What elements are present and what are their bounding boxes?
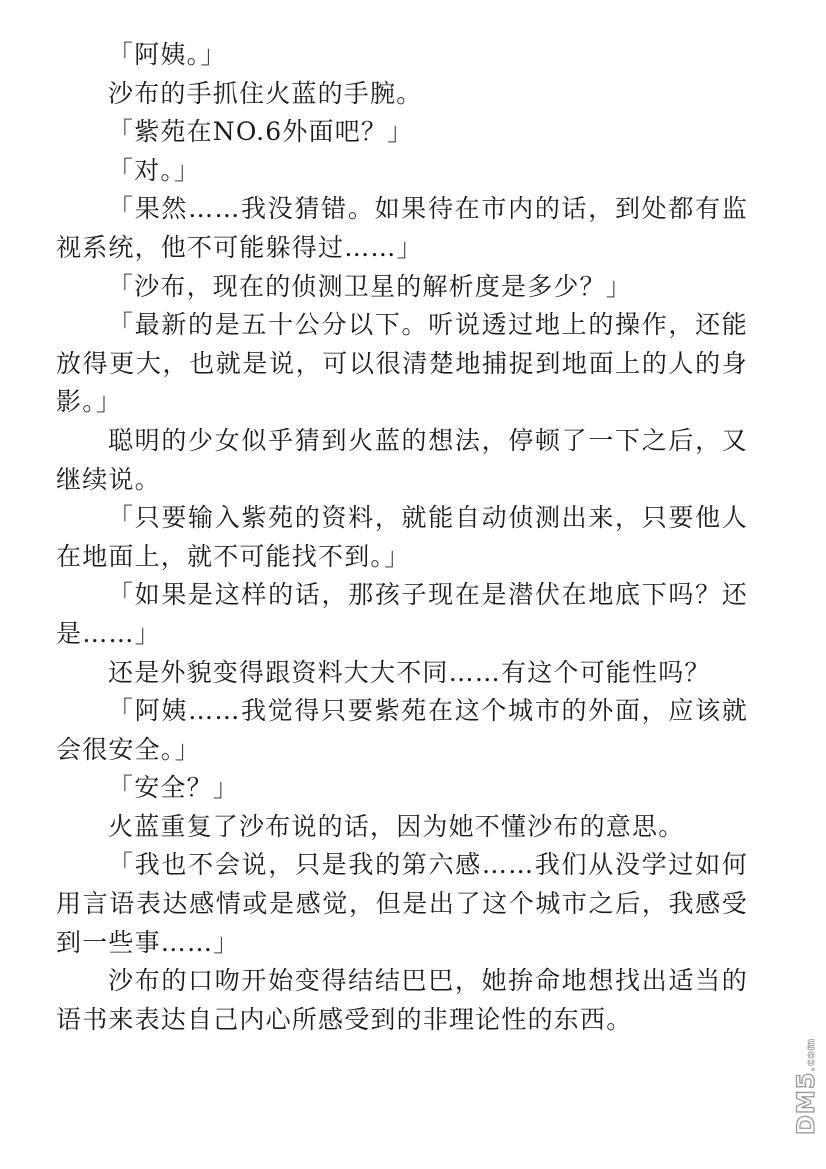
- paragraph: 「只要输入紫苑的资料，就能自动侦测出来，只要他人在地面上，就不可能找不到。」: [56, 503, 748, 571]
- site-watermark: [792, 1015, 820, 1135]
- watermark-brand: DM5: [792, 1071, 820, 1135]
- paragraph: 沙布的手抓住火蓝的手腕。: [108, 78, 423, 108]
- paragraph: 「沙布，现在的侦测卫星的解析度是多少？」: [108, 271, 633, 301]
- paragraph: 「果然……我没猜错。如果待在市内的话，到处都有监视系统，他不可能躲得过……」: [56, 194, 748, 262]
- paragraph: 「紫苑在NO.6外面吧？」: [108, 117, 414, 147]
- paragraph: 「阿姨。」: [108, 40, 227, 69]
- paragraph: 「对。」: [108, 155, 201, 185]
- watermark-logo: [792, 1015, 820, 1135]
- paragraph: 「安全？」: [108, 773, 240, 803]
- paragraph: 「阿姨……我觉得只要紫苑在这个城市的外面，应该就会很安全。」: [56, 696, 748, 764]
- paragraph: 「最新的是五十公分以下。听说透过地上的操作，还能放得更大，也就是说，可以很清楚地捕捉到地面上的人的身影。」: [56, 310, 748, 417]
- novel-page: [56, 36, 748, 1039]
- watermark-suffix: .com: [804, 1037, 817, 1072]
- paragraph: 还是外貌变得跟资料大大不同……有这个可能性吗？: [108, 657, 711, 687]
- paragraph: 「我也不会说，只是我的第六感……我们从没学过如何用言语表达感情或是感觉，但是出了这个城市之后，我感受到一些事……」: [56, 850, 748, 957]
- paragraph: 「如果是这样的话，那孩子现在是潜伏在地底下吗？还是……」: [56, 580, 748, 648]
- paragraph: 沙布的口吻开始变得结结巴巴，她拚命地想找出适当的语书来表达自己内心所感受到的非理论性的东西。: [56, 966, 748, 1034]
- paragraph: 火蓝重复了沙布说的话，因为她不懂沙布的意思。: [108, 811, 685, 841]
- paragraph: 聪明的少女似乎猜到火蓝的想法，停顿了一下之后，又继续说。: [56, 425, 748, 494]
